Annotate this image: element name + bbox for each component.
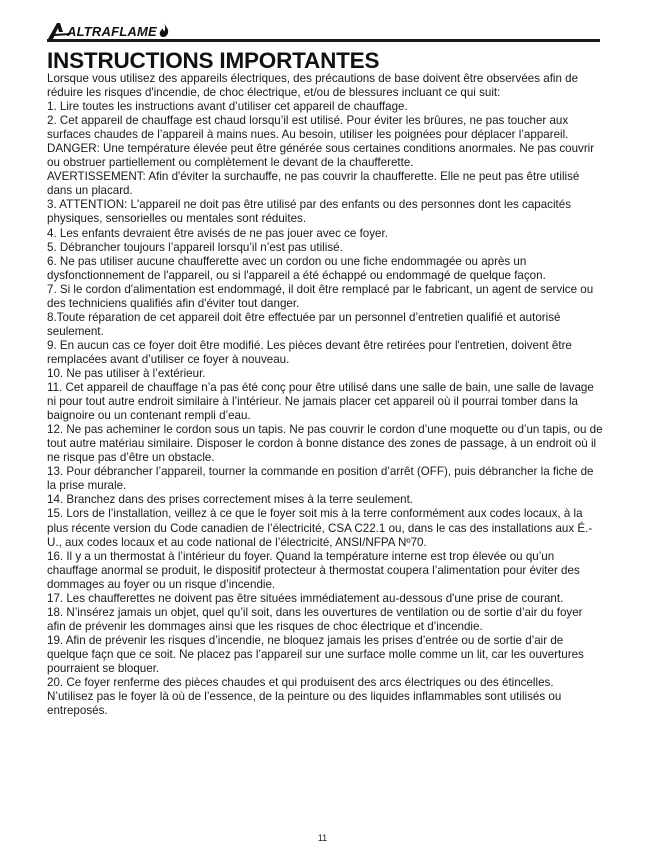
instruction-item: 18. N’insérez jamais un objet, quel qu’il soit, dans les ouvertures de ventilation ou de sortie d’air du foyer afin de prévenir les dommages ainsi que les risques de choc électrique et d’incendie. (47, 605, 583, 633)
page-title: INSTRUCTIONS IMPORTANTES (47, 48, 380, 73)
brand-logo (47, 18, 170, 40)
page-header (47, 18, 600, 42)
instruction-item: 11. Cet appareil de chauffage n’a pas été conç pour être utilisé dans une salle de bain, une salle de lavage ni pour tout autre endroit similaire à l’intérieur. Ne jamais placer cet appareil où il pourrai tomber dans la baignoire ou un contenant rempli d’eau. (47, 381, 594, 423)
instruction-item: 4. Les enfants devraient être avisés de ne pas jouer avec ce foyer. (47, 226, 388, 240)
brand-logo-text: ALTRAFLAME (67, 24, 157, 39)
warning-notice: AVERTISSEMENT: Afin d'éviter la surchauffe, ne pas couvrir la chaufferette. Elle ne peut pas être utilisé dans un placard. (47, 170, 580, 198)
instruction-item: 12. Ne pas acheminer le cordon sous un tapis. Ne pas couvrir le cordon d’une moquette ou d’un tapis, ou de tout autre matériau similaire. Disposer le cordon à bonne distance des zones de passage, à un endroit où il ne risque pas d’être un obstacle. (47, 423, 603, 465)
instruction-item: 10. Ne pas utiliser à l’extérieur. (47, 366, 206, 380)
instruction-item: 2. Cet appareil de chauffage est chaud lorsqu’il est utilisé. Pour éviter les brûures, ne pas toucher aux surfaces chaudes de l’appareil à mains nues. Au besoin, utiliser les poignées pour déplacer l’appareil. (47, 114, 569, 142)
instruction-item: 7. Si le cordon d'alimentation est endommagé, il doit être remplacé par le fabricant, un agent de service ou des techniciens qualifiés afin d'éviter tout danger. (47, 282, 594, 310)
instruction-item: 20. Ce foyer renferme des pièces chaudes et qui produisent des arcs électriques ou des étincelles. N’utilisez pas le foyer là où de l’essence, de la peinture ou des liquides inflammables sont utilisés ou entreposés. (47, 676, 562, 718)
intro-paragraph: Lorsque vous utilisez des appareils électriques, des précautions de base doivent être observées afin de réduire les risques d'incendie, de choc électrique, et/ou de blessures incluant ce qui suit: (47, 72, 579, 100)
danger-notice: DANGER: Une température élevée peut être générée sous certaines conditions anormales. Ne pas couvrir ou obstruer partiellement ou complètement le devant de la chaufferette. (47, 142, 595, 170)
instruction-item: 19. Afin de prévenir les risques d’incendie, ne bloquez jamais les prises d’entrée ou de sortie d’air de quelque façn que ce soit. Ne placez pas l’appareil sur une surface molle comme un lit, car les ouvertures pourraient se bloquer. (47, 633, 584, 675)
instruction-item: 6. Ne pas utiliser aucune chaufferette avec un cordon ou une fiche endommagée ou après un dysfonctionnement de l'appareil, ou si l'appareil a été échappé ou endommagé de quelque façon. (47, 254, 546, 282)
instruction-item: 17. Les chaufferettes ne doivent pas être situées immédiatement au-dessous d'une prise de courant. (47, 591, 564, 605)
instruction-item: 15. Lors de l’installation, veillez à ce que le foyer soit mis à la terre conformément aux codes locaux, à la plus récente version du Code canadien de l’électricité, CSA C22.1 ou, dans le cas des installations aux É.-U., aux codes locaux et au code national de l’électricité, ANSI/NFPA Nº70. (47, 507, 593, 549)
instruction-item: 3. ATTENTION: L'appareil ne doit pas être utilisé par des enfants ou des personnes dont les capacités physiques, sensorielles ou mentales sont réduites. (47, 198, 572, 226)
instruction-item: 9. En aucun cas ce foyer doit être modifié. Les pièces devant être retirées pour l'entretien, doivent être remplacées avant d’utiliser ce foyer à nouveau. (47, 338, 572, 366)
instruction-item: 1. Lire toutes les instructions avant d’utiliser cet appareil de chauffage. (47, 100, 408, 114)
instruction-item: 13. Pour débrancher l’appareil, tourner la commande en position d’arrêt (OFF), puis débrancher la fiche de la prise murale. (47, 465, 594, 493)
header-rule (47, 39, 600, 42)
flame-icon (158, 22, 170, 38)
instruction-item: 8.Toute réparation de cet appareil doit être effectuée par un personnel d’entretien qualifié et autorisé seulement. (47, 310, 561, 338)
instruction-item: 16. Il y a un thermostat à l’intérieur du foyer. Quand la température interne est trop élevée ou qu’un chauffage anormal se produit, le dispositif protecteur à thermostat coupera l’alimentation pour éviter des dommages au foyer ou un risque d’incendie. (47, 549, 580, 591)
instruction-item: 14. Branchez dans des prises correctement mises à la terre seulement. (47, 493, 414, 507)
page-number: 11 (317, 833, 328, 843)
instructions-body (47, 72, 603, 718)
instruction-item: 5. Débrancher toujours l’appareil lorsqu’il n’est pas utilisé. (47, 240, 343, 254)
